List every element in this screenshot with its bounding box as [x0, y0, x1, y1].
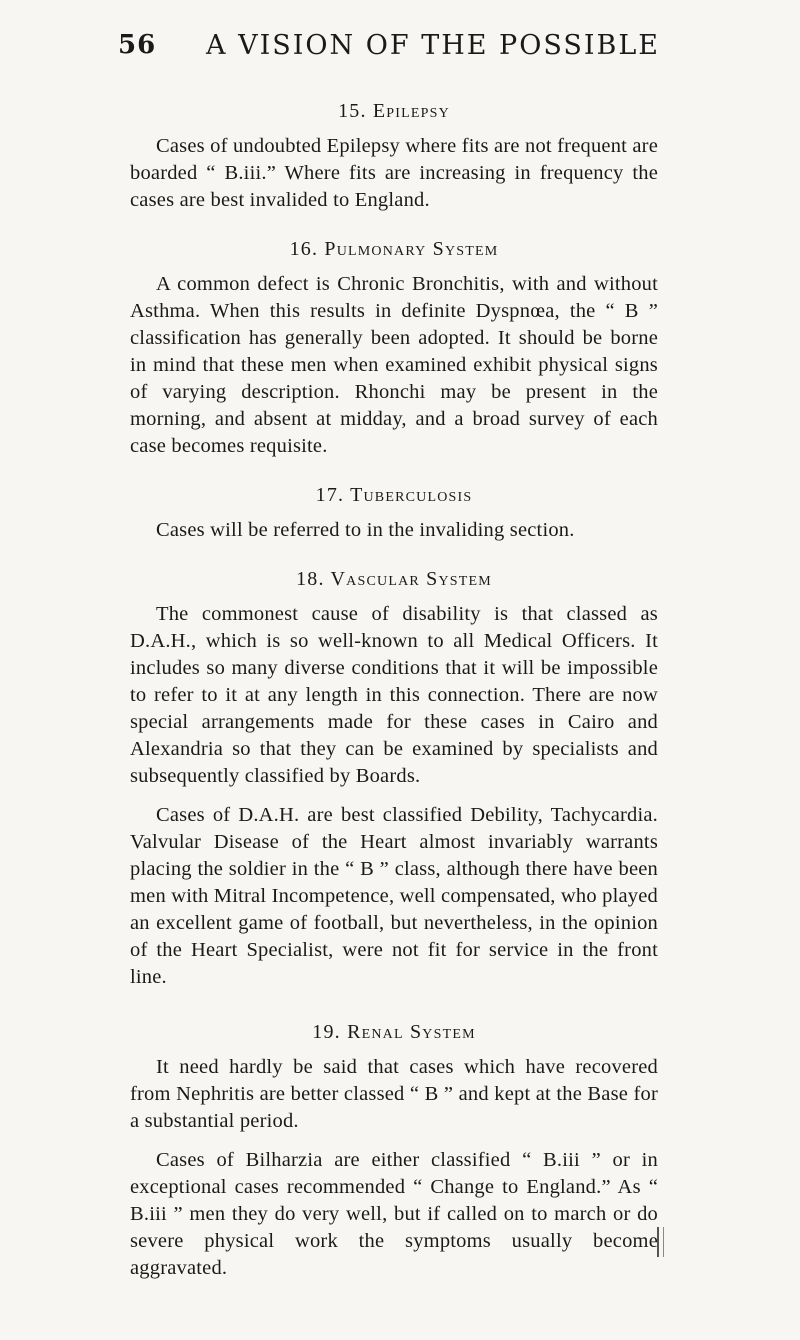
section-vascular-system — [130, 568, 658, 991]
section-tuberculosis — [130, 484, 658, 544]
printer-mark — [657, 1227, 664, 1257]
paragraph: A common defect is Chronic Bronchitis, with and without Asthma. When this results in definite Dyspnœa, the “ B ” classification has generally been adopted. It should be borne in mind that these men when examined exhibit physical signs of varying description. Rhonchi may be present in the morning, and absent at midday, and a broad survey of each case becomes requisite. — [130, 273, 658, 457]
section-heading: 17. Tuberculosis — [315, 484, 473, 506]
paragraph: Cases of D.A.H. are best classified Debility, Tachycardia. Valvular Disease of the Heart almost invariably warrants placing the soldier in the “ B ” class, although there have been men with Mitral Incompetence, well compensated, who played an excellent game of football, but nevertheless, in the opinion of the Heart Specialist, were not fit for service in the front line. — [130, 804, 658, 988]
paragraph: Cases of Bilharzia are either classified “ B.iii ” or in exceptional cases recommended “ Change to England.” As “ B.iii ” men they do very well, but if called on to march or do severe physical work the symptoms usually become aggravated. — [130, 1149, 658, 1279]
running-title: A VISION OF THE POSSIBLE — [206, 30, 661, 61]
section-renal-system — [130, 1021, 658, 1282]
paragraph: The commonest cause of disability is that classed as D.A.H., which is so well-known to all Medical Officers. It includes so many diverse conditions that it will be impossible to refer to it at any length in this connection. There are now special arrangements made for these cases in Cairo and Alexandria so that they can be examined by specialists and subsequently classified by Boards. — [130, 603, 658, 787]
section-heading: 18. Vascular System — [296, 568, 492, 590]
section-pulmonary-system — [130, 238, 658, 460]
section-heading: 15. Epilepsy — [338, 100, 450, 122]
page-number: 56 — [118, 30, 157, 60]
paragraph: Cases will be referred to in the invaliding section. — [156, 519, 575, 541]
paragraph: It need hardly be said that cases which have recovered from Nephritis are better classed “ B ” and kept at the Base for a substantial period. — [130, 1056, 658, 1132]
body-text — [130, 100, 658, 1294]
paragraph: Cases of undoubted Epilepsy where fits are not frequent are boarded “ B.iii.” Where fits are increasing in frequency the cases are best invalided to England. — [130, 135, 658, 211]
section-heading: 19. Renal System — [312, 1021, 476, 1043]
running-head — [118, 30, 678, 70]
section-epilepsy — [130, 100, 658, 214]
section-heading: 16. Pulmonary System — [289, 238, 499, 260]
